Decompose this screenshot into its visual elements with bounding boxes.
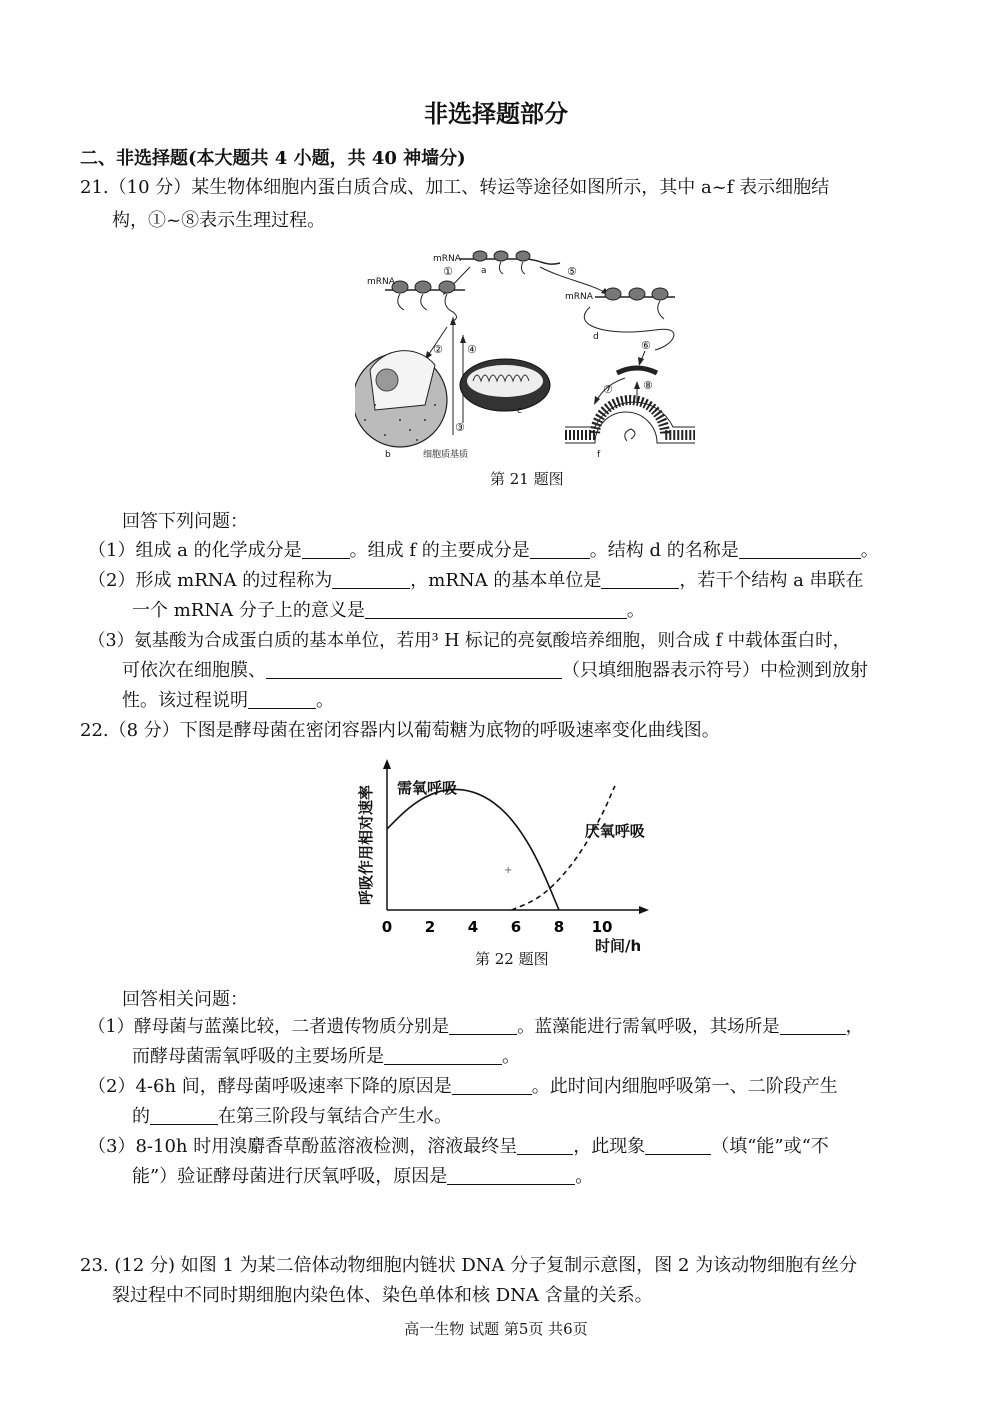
q21-prompt: 回答下列问题：	[122, 511, 248, 532]
label-mrna-left: mRNA	[367, 277, 395, 287]
answer-blank[interactable]	[449, 1014, 517, 1035]
label-process-4: ④	[467, 343, 477, 356]
answer-blank[interactable]	[150, 1104, 218, 1125]
q21-sub3-line1: （3）氨基酸为合成蛋白质的基本单位，若用³ H 标记的亮氨酸培养细胞，则合成 f 中载体蛋白时，	[88, 631, 851, 651]
q22-chart	[345, 755, 675, 960]
q21-sub1: （1）组成 a 的化学成分是 。组成 f 的主要成分是 。结构 d 的名称是 。	[88, 540, 879, 561]
chart-marker-symbol: +	[504, 865, 513, 876]
answer-blank[interactable]	[452, 1074, 532, 1095]
answer-blank[interactable]	[447, 1164, 575, 1185]
x-tick-label: 6	[510, 918, 522, 936]
answer-blank[interactable]	[601, 568, 679, 589]
label-b: b	[385, 450, 391, 460]
q21-figure	[355, 245, 715, 465]
chart-x-arrow	[639, 906, 649, 914]
q22-sub2-line2: 的 在第三阶段与氧结合产生水。	[132, 1106, 452, 1127]
label-process-2: ②	[433, 343, 443, 356]
series-line-anaerobic	[512, 786, 615, 910]
answer-blank[interactable]	[645, 1134, 711, 1155]
section-heading: 二、非选择题(本大题共 4 小题，共 40 神墙分)	[80, 148, 466, 169]
q21-stem-line1: 21.（10 分）某生物体细胞内蛋白质合成、加工、转运等途径如图所示，其中 a~f 表示细胞结	[80, 177, 830, 198]
q22-figure-caption: 第 22 题图	[475, 950, 549, 968]
q21-sub2-line1: （2）形成 mRNA 的过程称为 ，mRNA 的基本单位是 ，若干个结构 a 串联在	[88, 570, 864, 591]
q22-sub2-line1: （2）4-6h 间，酵母菌呼吸速率下降的原因是 。此时间内细胞呼吸第一、二阶段产生	[88, 1076, 838, 1097]
q22-sub3-line1: （3）8-10h 时用溴麝香草酚蓝溶液检测，溶液最终呈 ，此现象 （填“能”或“不	[88, 1136, 829, 1157]
label-f: f	[597, 450, 601, 460]
x-tick-label: 4	[467, 918, 479, 936]
q22-sub1-line2: 而酵母菌需氧呼吸的主要场所是 。	[132, 1046, 520, 1067]
x-tick-label: 2	[424, 918, 436, 936]
answer-blank[interactable]	[530, 538, 590, 559]
series-label: 需氧呼吸	[397, 779, 458, 797]
label-process-6: ⑥	[641, 339, 651, 352]
q21-sub3-line2: 可依次在细胞膜、 （只填细胞器表示符号）中检测到放射	[122, 660, 868, 681]
q21-sub3-line3: 性。该过程说明 。	[122, 690, 334, 711]
q22-sub3-line2: 能”）验证酵母菌进行厌氧呼吸，原因是 。	[132, 1166, 594, 1187]
answer-blank[interactable]	[248, 688, 316, 709]
q22-stem: 22.（8 分）下图是酵母菌在密闭容器内以葡萄糖为底物的呼吸速率变化曲线图。	[80, 720, 720, 741]
label-process-3: ③	[455, 421, 465, 434]
q21-sub2-line2: 一个 mRNA 分子上的意义是 。	[132, 600, 645, 621]
answer-blank[interactable]	[384, 1044, 502, 1065]
series-line-aerobic	[387, 789, 559, 910]
q23-stem-line2: 裂过程中不同时期细胞内染色体、染色单体和核 DNA 含量的关系。	[112, 1285, 653, 1306]
label-process-5: ⑤	[567, 265, 577, 278]
answer-blank[interactable]	[332, 568, 410, 589]
x-tick-label: 10	[591, 918, 613, 936]
label-process-8: ⑧	[643, 379, 653, 392]
chart-xlabel: 时间/h	[595, 937, 642, 955]
answer-blank[interactable]	[780, 1014, 846, 1035]
page-title: 非选择题部分	[424, 99, 568, 128]
q23-stem-line1: 23. (12 分) 如图 1 为某二倍体动物细胞内链状 DNA 分子复制示意图，图 2 为该动物细胞有丝分	[80, 1255, 858, 1276]
answer-blank[interactable]	[517, 1134, 573, 1155]
label-c: c	[517, 406, 522, 416]
q21-stem-line2: 构，①~⑧表示生理过程。	[112, 210, 326, 231]
page-footer: 高一生物 试题 第5页 共6页	[404, 1320, 588, 1338]
q21-figure-caption: 第 21 题图	[490, 470, 564, 488]
q22-sub1-line1: （1）酵母菌与蓝藻比较，二者遗传物质分别是 。蓝藻能进行需氧呼吸，其场所是 ，	[88, 1014, 863, 1040]
chart-y-arrow	[383, 759, 391, 769]
label-mrna-right: mRNA	[565, 292, 593, 302]
answer-blank[interactable]	[365, 598, 627, 619]
q22-prompt: 回答相关问题：	[122, 989, 248, 1010]
label-mrna-top: mRNA	[433, 254, 461, 264]
answer-blank[interactable]	[302, 538, 350, 559]
label-d: d	[593, 332, 599, 342]
chart-ylabel: 呼吸作用相对速率	[357, 784, 375, 905]
answer-blank[interactable]	[266, 658, 562, 679]
answer-blank[interactable]	[739, 538, 861, 559]
x-tick-label: 8	[553, 918, 565, 936]
x-tick-label: 0	[381, 918, 393, 936]
series-label: 厌氧呼吸	[584, 821, 645, 840]
label-process-1: ①	[443, 265, 453, 278]
label-a: a	[481, 266, 487, 276]
label-cytoplasm: 细胞质基质	[423, 450, 469, 460]
label-process-7: ⑦	[603, 383, 613, 396]
